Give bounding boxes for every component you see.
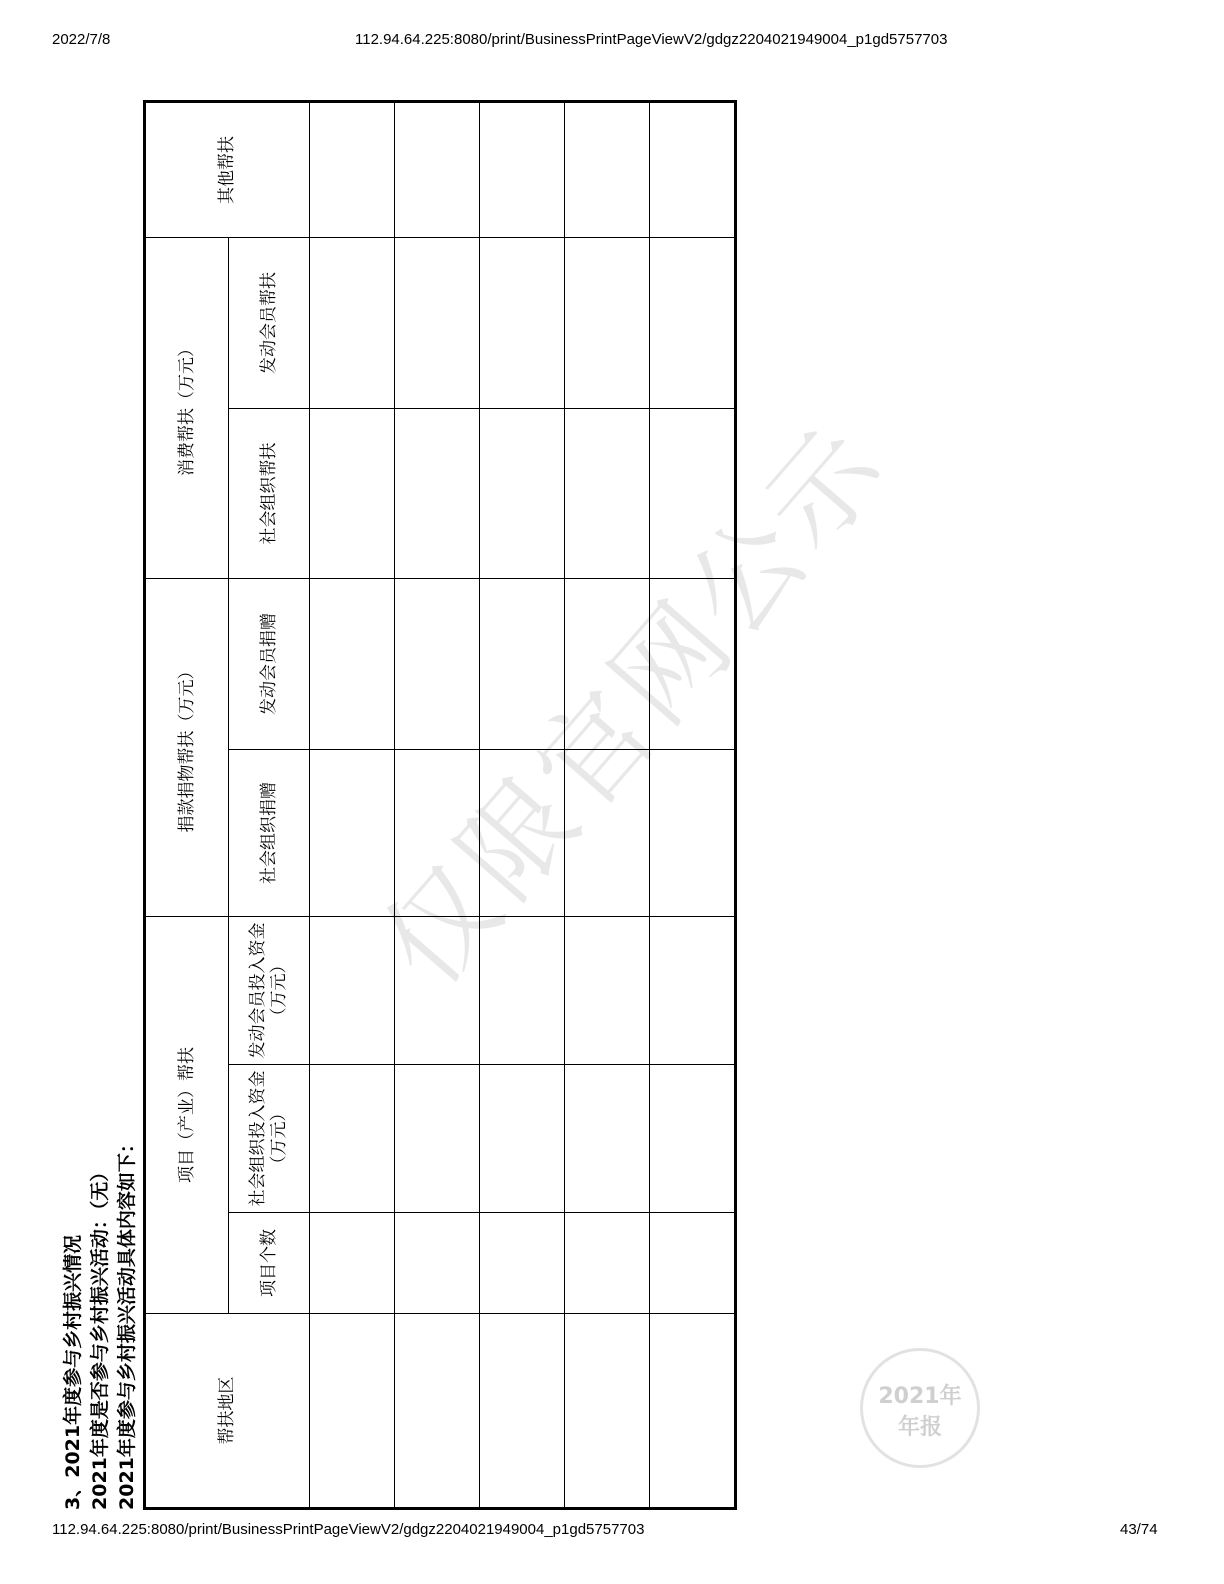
header-org-donation: 社会组织捐赠 <box>229 750 310 917</box>
annual-report-stamp <box>860 1348 980 1468</box>
table-cell <box>565 1065 650 1213</box>
table-cell <box>565 1213 650 1314</box>
section-intro <box>60 1134 141 1510</box>
table-cell <box>650 1065 736 1213</box>
table-cell <box>310 238 395 409</box>
header-donation-group: 捐款捐物帮扶（万元） <box>145 579 229 917</box>
table-cell <box>650 102 736 238</box>
table-cell <box>480 1213 565 1314</box>
table-cell <box>650 238 736 409</box>
header-other: 其他帮扶 <box>145 102 310 238</box>
header-region: 帮扶地区 <box>145 1314 310 1509</box>
table-cell <box>650 917 736 1065</box>
header-org-invest: 社会组织投入资金（万元） <box>229 1065 310 1213</box>
table-cell <box>480 1065 565 1213</box>
header-consumption-group: 消费帮扶（万元） <box>145 238 229 579</box>
table-cell <box>310 1213 395 1314</box>
print-url: 112.94.64.225:8080/print/BusinessPrintPageViewV2/gdgz2204021949004_p1gd5757703 <box>355 31 948 48</box>
table-cell <box>395 1065 480 1213</box>
table-row <box>650 102 736 1509</box>
stamp-year: 2021年 <box>878 1384 962 1409</box>
table-cell <box>395 1213 480 1314</box>
table-cell <box>480 409 565 579</box>
table-cell <box>480 102 565 238</box>
table-cell <box>565 1314 650 1509</box>
table-cell <box>310 1314 395 1509</box>
header-member-donation: 发动会员捐赠 <box>229 579 310 750</box>
table-cell <box>480 1314 565 1509</box>
table-cell <box>395 238 480 409</box>
table-cell <box>650 1213 736 1314</box>
watermark: 仅限官网公示 <box>358 400 912 1010</box>
participation-status: 2021年度是否参与乡村振兴活动：（无） <box>89 1162 111 1510</box>
table-cell <box>395 102 480 238</box>
table-cell <box>565 238 650 409</box>
table-cell <box>395 1314 480 1509</box>
stamp-label: 年报 <box>897 1415 942 1440</box>
table-cell <box>310 1065 395 1213</box>
table-cell <box>565 102 650 238</box>
print-date: 2022/7/8 <box>52 31 111 48</box>
header-project-group: 项目（产业）帮扶 <box>145 917 229 1314</box>
table-cell <box>650 1314 736 1509</box>
footer-url: 112.94.64.225:8080/print/BusinessPrintPageViewV2/gdgz2204021949004_p1gd5757703 <box>52 1521 645 1538</box>
page-number: 43/74 <box>1120 1521 1158 1538</box>
details-heading: 2021年度参与乡村振兴活动具体内容如下： <box>116 1134 138 1510</box>
table-cell <box>310 102 395 238</box>
table-cell <box>395 579 480 750</box>
table-cell <box>310 579 395 750</box>
table-row <box>310 102 395 1509</box>
table-cell <box>395 409 480 579</box>
table-cell <box>310 409 395 579</box>
header-project-count: 项目个数 <box>229 1213 310 1314</box>
header-member-invest: 发动会员投入资金（万元） <box>229 917 310 1065</box>
header-member-support: 发动会员帮扶 <box>229 238 310 409</box>
table-cell <box>565 917 650 1065</box>
table-cell <box>480 238 565 409</box>
section-title: 3、2021年度参与乡村振兴情况 <box>62 1234 84 1510</box>
header-org-support: 社会组织帮扶 <box>229 409 310 579</box>
table-cell <box>565 409 650 579</box>
